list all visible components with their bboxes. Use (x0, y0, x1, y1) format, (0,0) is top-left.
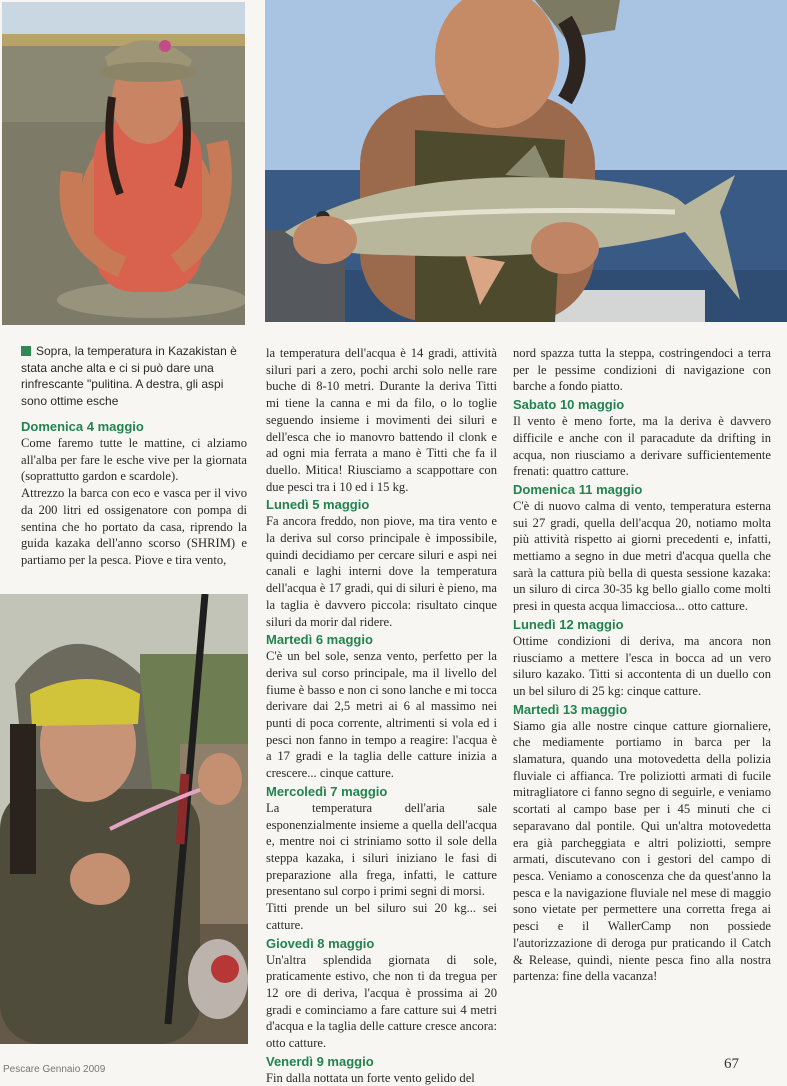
text-column-middle (266, 345, 497, 1086)
day-heading: Martedì 6 maggio (266, 632, 373, 648)
photo-woman-holding-fish (265, 0, 787, 322)
day-heading: Sabato 10 maggio (513, 397, 625, 413)
paragraph: Titti prende un bel siluro sui 20 kg... sei catture. (266, 901, 497, 932)
paragraph: Fin dalla nottata un forte vento gelido del (266, 1070, 475, 1085)
footer-publication: Pescare Gennaio 2009 (3, 1064, 106, 1075)
text-column-left (21, 343, 247, 569)
caption-text: Sopra, la temperatura in Kazakistan è stata anche alta e ci si può dare una rinfrescante "pulitina. A destra, gli aspi sono ottime esche (21, 344, 237, 408)
paragraph: Fa ancora freddo, non piove, ma tira vento e la deriva sul corso principale è impossibile, quindi decidiamo per cercare siluri e aspi nei canali e laghi interni dove la temperatura dell'acqua è 17 gradi, qui di siluri è pieno, ma la taglia è davvero piccola: risultato cinque siluri da morir dal ridere. (266, 514, 497, 629)
paragraph: la temperatura dell'acqua è 14 gradi, attività siluri pari a zero, pochi archi solo nelle rare buche di 8-10 metri. Durante la deriva Titti mi tiene la canna e mi da filo, o lo toglie seguendo insieme i movimenti dei siluri e dell'esca che io manovro battendo il clonk e ad ogni mia ferrata a mano è Titti che fa il duello. Mitica! Riusciamo a scappottare con due pesci tra i 10 ed i 15 kg. (266, 346, 497, 494)
paragraph: Come faremo tutte le mattine, ci alziamo all'alba per fare le esche vive per la giornata (soprattutto gardon e scardole). (21, 436, 247, 484)
text-column-right (513, 345, 771, 985)
caption-marker-icon (21, 346, 31, 356)
day-heading: Mercoledì 7 maggio (266, 783, 388, 799)
paragraph: Siamo gia alle nostre cinque catture giornaliere, che mediamente portiamo in barca per la slamatura, quando una motovedetta della polizia fluviale ci affianca. Tre poliziotti armati di fucile mitragliatore ci fanno segno di seguirle, e veniamo scortati al campo base per i 45 minuti che ci separavano dal pontile. Qui un'altra motovedetta era già parcheggiata e altri poliziotti, sempre armati, discutevano con i gestori del campo di pesca. Veniamo a conoscenza che da quest'anno la pesca e la navigazione fluviale nel mese di maggio sono vietate per permettere una corretta frega ai pesci e il WallerCamp non possiede l'autorizzazione di deroga pur praticando il Catch & Release, quindi, niente pesca fino alla nostra partenza: fine della vacanza! (513, 718, 771, 984)
day-heading: Giovedì 8 maggio (266, 935, 375, 951)
paragraph: Il vento è meno forte, ma la deriva è davvero difficile e anche con il paracadute da drifting in acqua, non riusciamo a derivare sufficientemente frenati: quattro catture. (513, 414, 771, 479)
day-heading: Lunedì 12 maggio (513, 616, 624, 632)
day-heading: Martedì 13 maggio (513, 701, 628, 717)
paragraph: Attrezzo la barca con eco e vasca per il vivo da 200 litri ed ossigenatore con pompa di sentina che ho portato da casa, riprendo la guida kazaka dell'anno scorso (SHRIM) e partiamo per la pesca. Piove e tira vento, (21, 486, 247, 567)
photo-woman-with-rod (0, 594, 248, 1044)
paragraph: nord spazza tutta la steppa, costringendoci a terra per le pessime condizioni di navigazione con barche a fondo piatto. (513, 346, 771, 394)
day-heading: Domenica 4 maggio (21, 419, 144, 434)
photo-woman-in-water (2, 2, 245, 325)
page-number: 67 (724, 1056, 739, 1072)
paragraph: Un'altra splendida giornata di sole, praticamente estivo, che non ti da tregua per 12 ore di deriva, l'acqua è prossima ai 20 gradi e cominciamo a fare catture sui 4 metri d'acqua e la taglia delle catture cresce ancora: otto catture. (266, 952, 497, 1051)
paragraph: La temperatura dell'aria sale esponenzialmente insieme a quella dell'acqua e, mentre noi ci striniamo sotto il sole della steppa kazaka, i siluri iniziano le fasi di preparazione alla frega, infatti, le catture presentano sul corpo i primi segni di morsi. (266, 800, 497, 899)
day-heading: Domenica 11 maggio (513, 481, 643, 497)
paragraph: C'è di nuovo calma di vento, temperatura esterna sui 27 gradi, quella dell'acqua 20, notiamo molta più attività rispetto ai giorni precedenti e, infatti, mettiamo a segno in due metri d'acqua quella che sarà la cattura più bella di questa sessione kazaka: un siluro di circa 30-35 kg bello giallo come molti presi in questa acqua limacciosa... otto catture. (513, 498, 771, 614)
day-heading: Lunedì 5 maggio (266, 497, 370, 513)
day-heading: Venerdì 9 maggio (266, 1053, 374, 1069)
photo-caption (21, 343, 247, 409)
paragraph: Ottime condizioni di deriva, ma ancora non riusciamo a mettere l'esca in bocca ad un vero siluro kazako. Titti si accontenta di un duello con un bel siluro di 25 kg: cinque catture. (513, 633, 771, 698)
paragraph: C'è un bel sole, senza vento, perfetto per la deriva sul corso principale, ma il livello del fiume è basso e non ci sono lanche e mi tocca derivare dai 2,5 metri ai 6 al massimo nei punti di poca corrente, altrimenti si vola ed i pesci non fanno in tempo a reagire: l'acqua è a 17 gradi e la taglia delle catture inizia a crescere... cinque catture. (266, 649, 497, 781)
